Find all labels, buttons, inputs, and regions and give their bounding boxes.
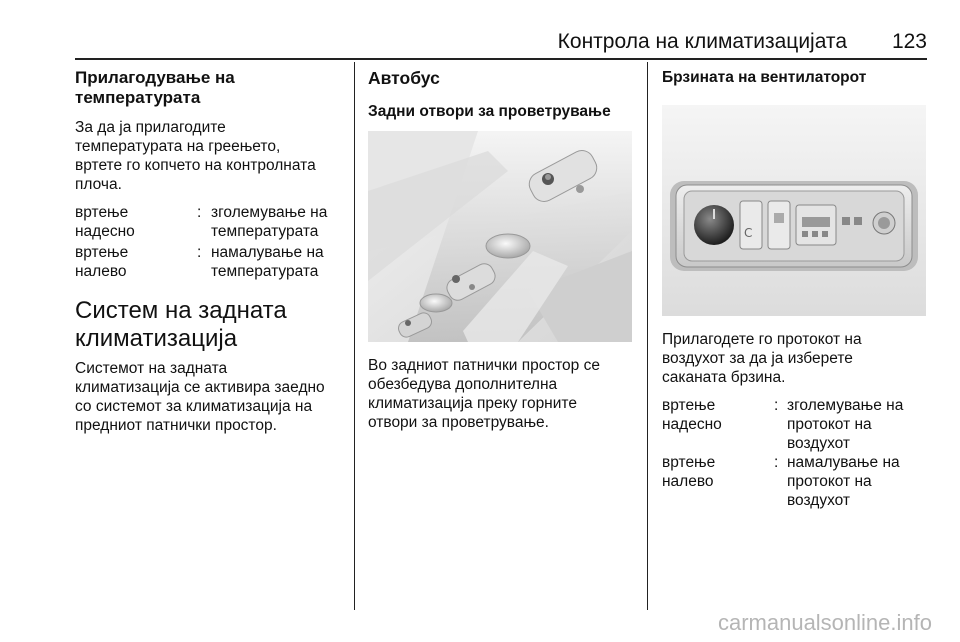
definition-row [662,396,928,453]
rear-vents-illustration [368,131,632,342]
definition-desc: намалување на протокот на воздухот [787,454,900,509]
paragraph-temperature: За да ја прилагодите температурата на греењето, вртете го копчето на контролната плоча. [75,119,316,193]
watermark-footer: carmanualsonline.info [717,610,932,635]
definition-row [662,453,928,510]
heading-temperature: Прилагодување на температурата [75,68,235,107]
definition-colon: : [774,454,779,471]
temperature-definition-list [75,203,343,283]
definition-row [75,243,343,283]
definition-colon: : [197,204,202,221]
page-number: 123 [891,30,927,53]
definition-term: вртење надесно [662,397,722,433]
paragraph-rear-vents: Во задниот патнички простор се обезбедува дополнителна климатизација преку горните отвори за проветрување. [368,357,600,431]
svg-text:C: C [744,226,753,240]
rear-vents-image [368,131,632,342]
column-temperature [75,62,343,435]
column-divider [647,62,648,610]
page-header [75,28,927,60]
definition-term: вртење налево [662,454,716,490]
heading-fan-speed: Брзината на вентилаторот [662,69,867,86]
paragraph-fan-speed: Прилагодете го протокот на воздухот за да ја изберете саканата брзина. [662,331,862,386]
definition-desc: зголемување на протокот на воздухот [787,397,904,452]
column-bus [368,62,636,432]
page-title: Контрола на климатизацијата [557,30,847,53]
definition-row [75,203,343,243]
column-divider [354,62,355,610]
fan-definition-list [662,396,928,510]
column-fan-speed [662,62,928,510]
definition-colon: : [197,244,202,261]
heading-bus: Автобус [368,68,440,88]
definition-desc: зголемување на температурата [211,204,328,240]
subheading-rear-vents: Задни отвори за проветрување [368,103,611,120]
definition-term: вртење надесно [75,204,135,240]
heading-rear-ac: Систем на задната климатизација [75,297,287,352]
fan-control-illustration [662,105,926,316]
definition-desc: намалување на температурата [211,244,324,280]
paragraph-rear-ac: Системот на задната климатизација се активира заедно со системот за климатизација на предниот патнички простор. [75,360,325,434]
fan-control-image [662,105,926,316]
definition-colon: : [774,397,779,414]
definition-term: вртење налево [75,244,129,280]
